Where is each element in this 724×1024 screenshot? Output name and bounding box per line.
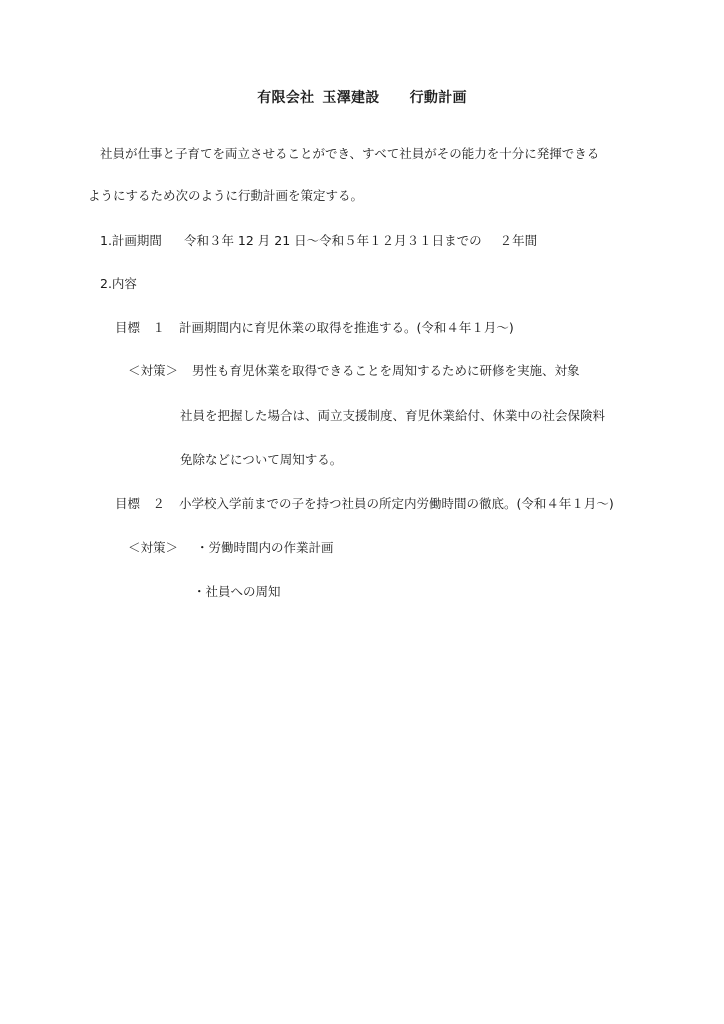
goal-2-label: 目標 ２	[115, 496, 166, 511]
intro-line-2: ようにするため次のように行動計画を策定する。	[88, 188, 364, 203]
period-duration: ２年間	[499, 233, 538, 248]
title-heading: 行動計画	[409, 90, 467, 106]
goal-2-measure	[128, 540, 334, 556]
goal-1	[115, 320, 514, 336]
period-range: 令和３年 12 月 21 日〜令和５年１２月３１日までの	[183, 233, 482, 248]
goal-1-measure-line-1: 男性も育児休業を取得できることを周知するために研修を実施、対象	[192, 363, 580, 378]
goal-1-measure-line-2: 社員を把握した場合は、両立支援制度、育児休業給付、休業中の社会保険料	[180, 408, 606, 423]
goal-2-measure-item-1: ・労働時間内の作業計画	[196, 540, 334, 555]
goal-1-measure-line-3: 免除などについて周知する。	[180, 452, 343, 467]
title-company-name: 玉澤建設	[322, 90, 380, 106]
goal-1-measure-label: ＜対策＞	[128, 363, 179, 378]
goal-2-measure-item-2: ・社員への周知	[193, 584, 281, 599]
goal-2-text: 小学校入学前までの子を持つ社員の所定内労働時間の徹底。(令和４年１月〜)	[179, 496, 614, 511]
document-title	[0, 90, 724, 106]
title-company-type: 有限会社	[257, 90, 315, 106]
goal-2	[115, 496, 614, 512]
goal-1-text: 計画期間内に育児休業の取得を推進する。(令和４年１月〜)	[179, 320, 514, 335]
goal-1-label: 目標 １	[115, 320, 166, 335]
period-label: 1.計画期間	[100, 233, 162, 248]
intro-line-1: 社員が仕事と子育てを両立させることができ、すべて社員がその能力を十分に発揮できる	[100, 146, 600, 161]
goal-1-measure	[128, 363, 580, 379]
plan-period	[100, 233, 537, 249]
content-label: 2.内容	[100, 276, 137, 291]
goal-2-measure-label: ＜対策＞	[128, 540, 179, 555]
